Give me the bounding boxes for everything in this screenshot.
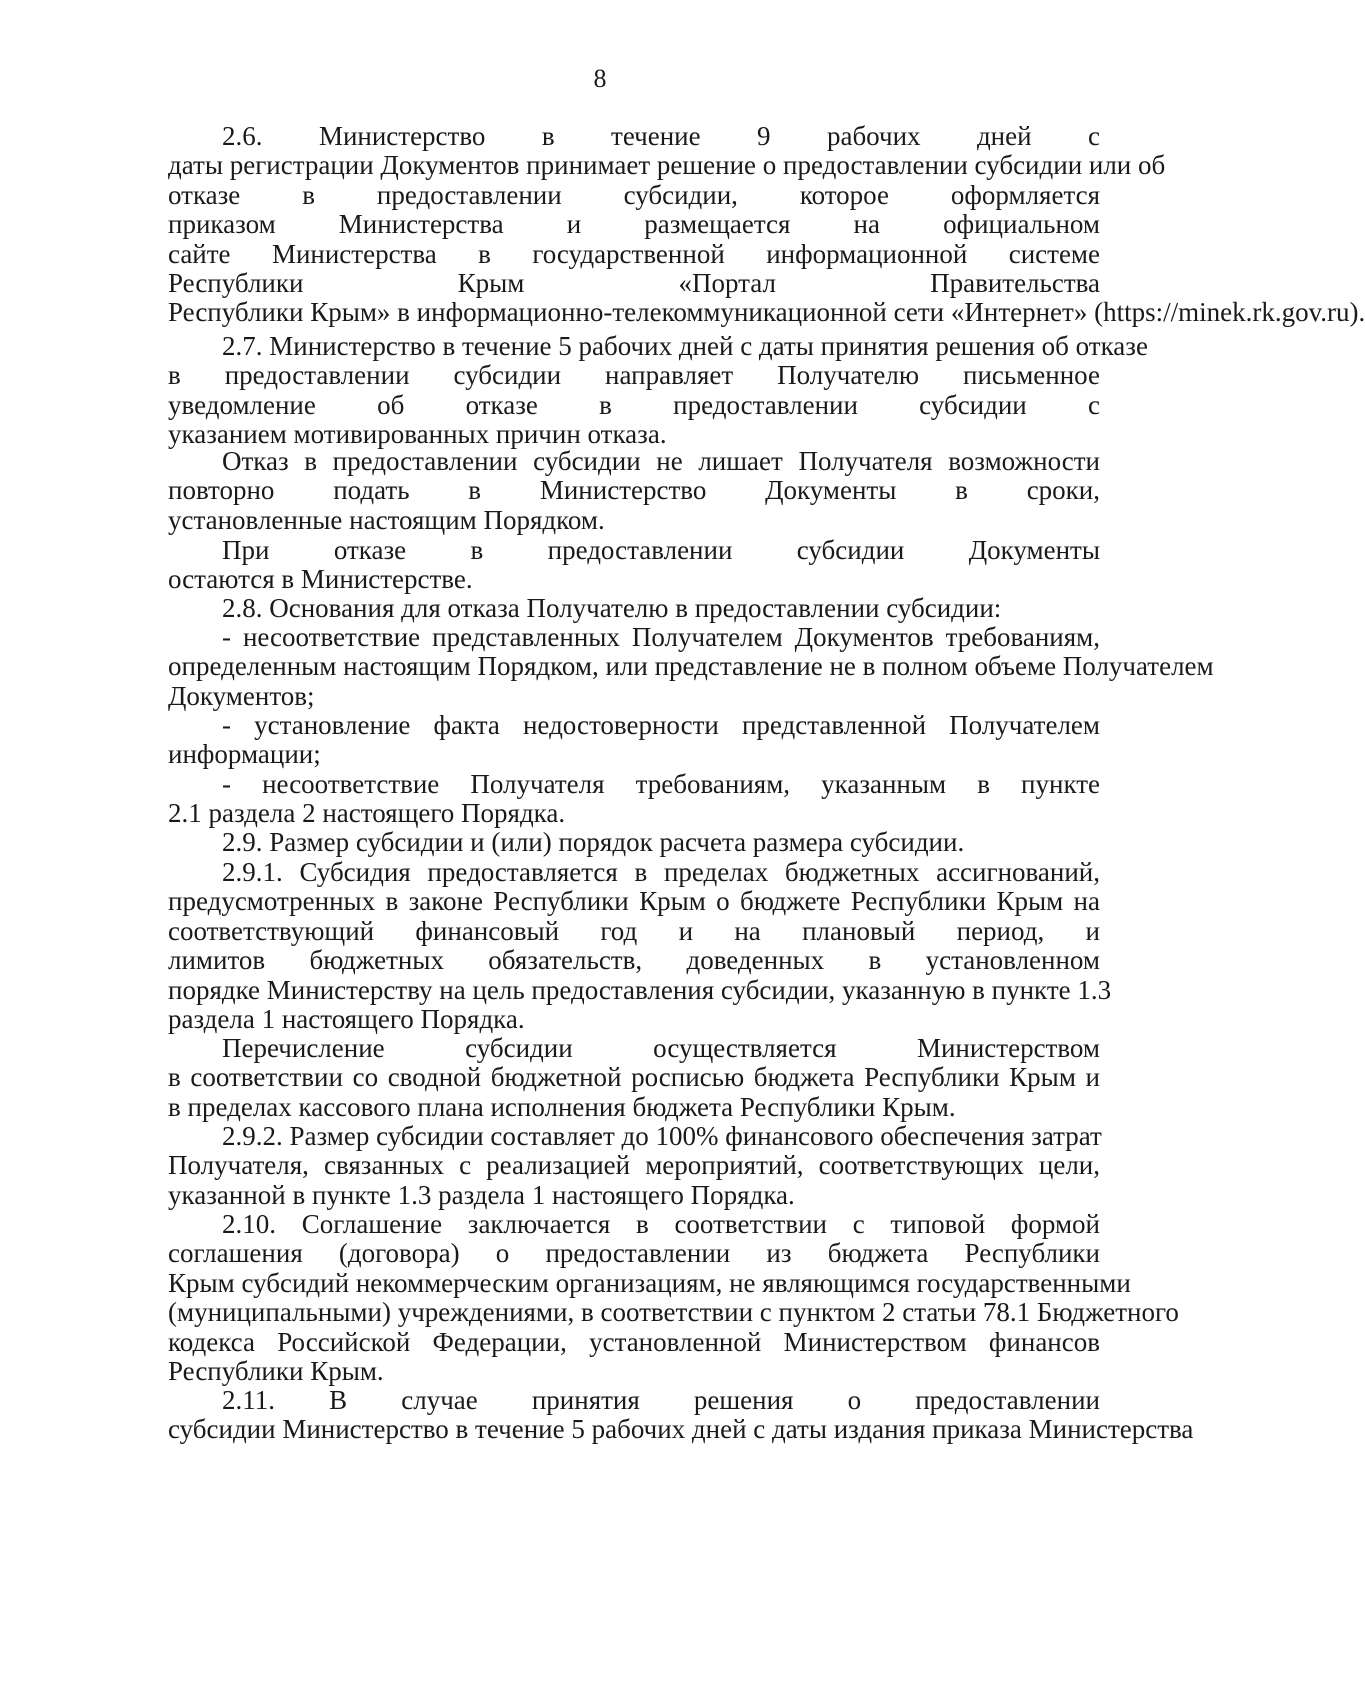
text-line: раздела 1 настоящего Порядка. (168, 1004, 525, 1034)
text-line: Республики Крым» в информационно-телекоммуникационной сети «Интернет» (https://minek.rk.gov.ru). (168, 297, 1365, 328)
text-line: Республики Крым. (168, 1356, 384, 1386)
text-line: 2.10. Соглашение заключается в соответствии с типовой формой (222, 1209, 1100, 1239)
text-line: субсидии Министерство в течение 5 рабочих дней с даты издания приказа Министерства (168, 1414, 1194, 1445)
text-line: Республики Крым «Портал Правительства (168, 268, 1100, 298)
text-line: повторно подать в Министерство Документы в сроки, (168, 475, 1100, 506)
text-line: предусмотренных в законе Республики Крым о бюджете Республики Крым на (168, 886, 1100, 917)
text-line: уведомление об отказе в предоставлении субсидии с (168, 389, 1100, 420)
text-line: Перечисление субсидии осуществляется Министерством (222, 1033, 1100, 1063)
text-line: 2.1 раздела 2 настоящего Порядка. (168, 798, 566, 829)
paragraph-text (168, 536, 169, 537)
text-line: порядке Министерству на цель предоставления субсидии, указанную в пункте 1.3 (168, 974, 1112, 1005)
text-line: соответствующий финансовый год и на плановый период, и (168, 915, 1100, 946)
text-line: Отказ в предоставлении субсидии не лишает Получателя возможности (222, 446, 1100, 476)
text-line: Документов; (168, 680, 315, 711)
text-line: 2.8. Основания для отказа Получателю в предоставлении субсидии: (222, 593, 1002, 623)
page-number: 8 (593, 64, 607, 93)
text-line: указанием мотивированных причин отказа. (168, 419, 667, 450)
text-line: 2.6. Министерство в течение 9 рабочих дней с (222, 121, 1100, 151)
paragraph-text (168, 623, 169, 624)
paragraph-text (168, 332, 169, 333)
text-line: (муниципальными) учреждениями, в соответствии с пунктом 2 статьи 78.1 Бюджетного (168, 1297, 1179, 1328)
text-line: 2.7. Министерство в течение 5 рабочих дней с даты принятия решения об отказе (222, 331, 1148, 361)
text-line: - установление факта недостоверности представленной Получателем (222, 710, 1100, 740)
text-line: 2.9.1. Субсидия предоставляется в пределах бюджетных ассигнований, (222, 857, 1100, 887)
text-line: - несоответствие Получателя требованиям, указанным в пункте (222, 769, 1100, 799)
text-line: 2.9.2. Размер субсидии составляет до 100% финансового обеспечения затрат (222, 1121, 1102, 1151)
text-line: установленные настоящим Порядком. (168, 504, 605, 535)
text-line: остаются в Министерстве. (168, 564, 473, 595)
text-line: соглашения (договора) о предоставлении из бюджета Республики (168, 1238, 1100, 1269)
text-line: 2.11. В случае принятия решения о предоставлении (222, 1385, 1100, 1415)
text-line: приказом Министерства и размещается на официальном (168, 209, 1100, 240)
paragraph-text (168, 858, 169, 859)
paragraph-text (168, 770, 169, 771)
text-line: отказе в предоставлении субсидии, которое оформляется (168, 179, 1100, 210)
text-line: сайте Министерства в государственной информационной системе (168, 238, 1100, 269)
paragraph-text (168, 122, 169, 123)
text-line: При отказе в предоставлении субсидии Документы (222, 535, 1100, 565)
text-line: в пределах кассового плана исполнения бюджета Республики Крым. (168, 1091, 956, 1122)
text-line: 2.9. Размер субсидии и (или) порядок расчета размера субсидии. (222, 827, 965, 857)
text-line: информации; (168, 739, 321, 770)
text-line: Получателя, связанных с реализацией мероприятий, соответствующих цели, (168, 1150, 1100, 1181)
text-line: определенным настоящим Порядком, или представление не в полном объеме Получателем (168, 651, 1214, 682)
text-line: в соответствии со сводной бюджетной росписью бюджета Республики Крым и (168, 1062, 1100, 1093)
text-line: - несоответствие представленных Получателем Документов требованиям, (222, 622, 1100, 652)
text-line: даты регистрации Документов принимает решение о предоставлении субсидии или об (168, 150, 1166, 181)
text-line: указанной в пункте 1.3 раздела 1 настоящего Порядка. (168, 1179, 795, 1210)
text-line: Крым субсидий некоммерческим организациям, не являющимся государственными (168, 1267, 1131, 1298)
text-line: лимитов бюджетных обязательств, доведенных в установленном (168, 945, 1100, 976)
text-line: кодекса Российской Федерации, установленной Министерством финансов (168, 1326, 1100, 1357)
text-line: в предоставлении субсидии направляет Получателю письменное (168, 360, 1100, 391)
